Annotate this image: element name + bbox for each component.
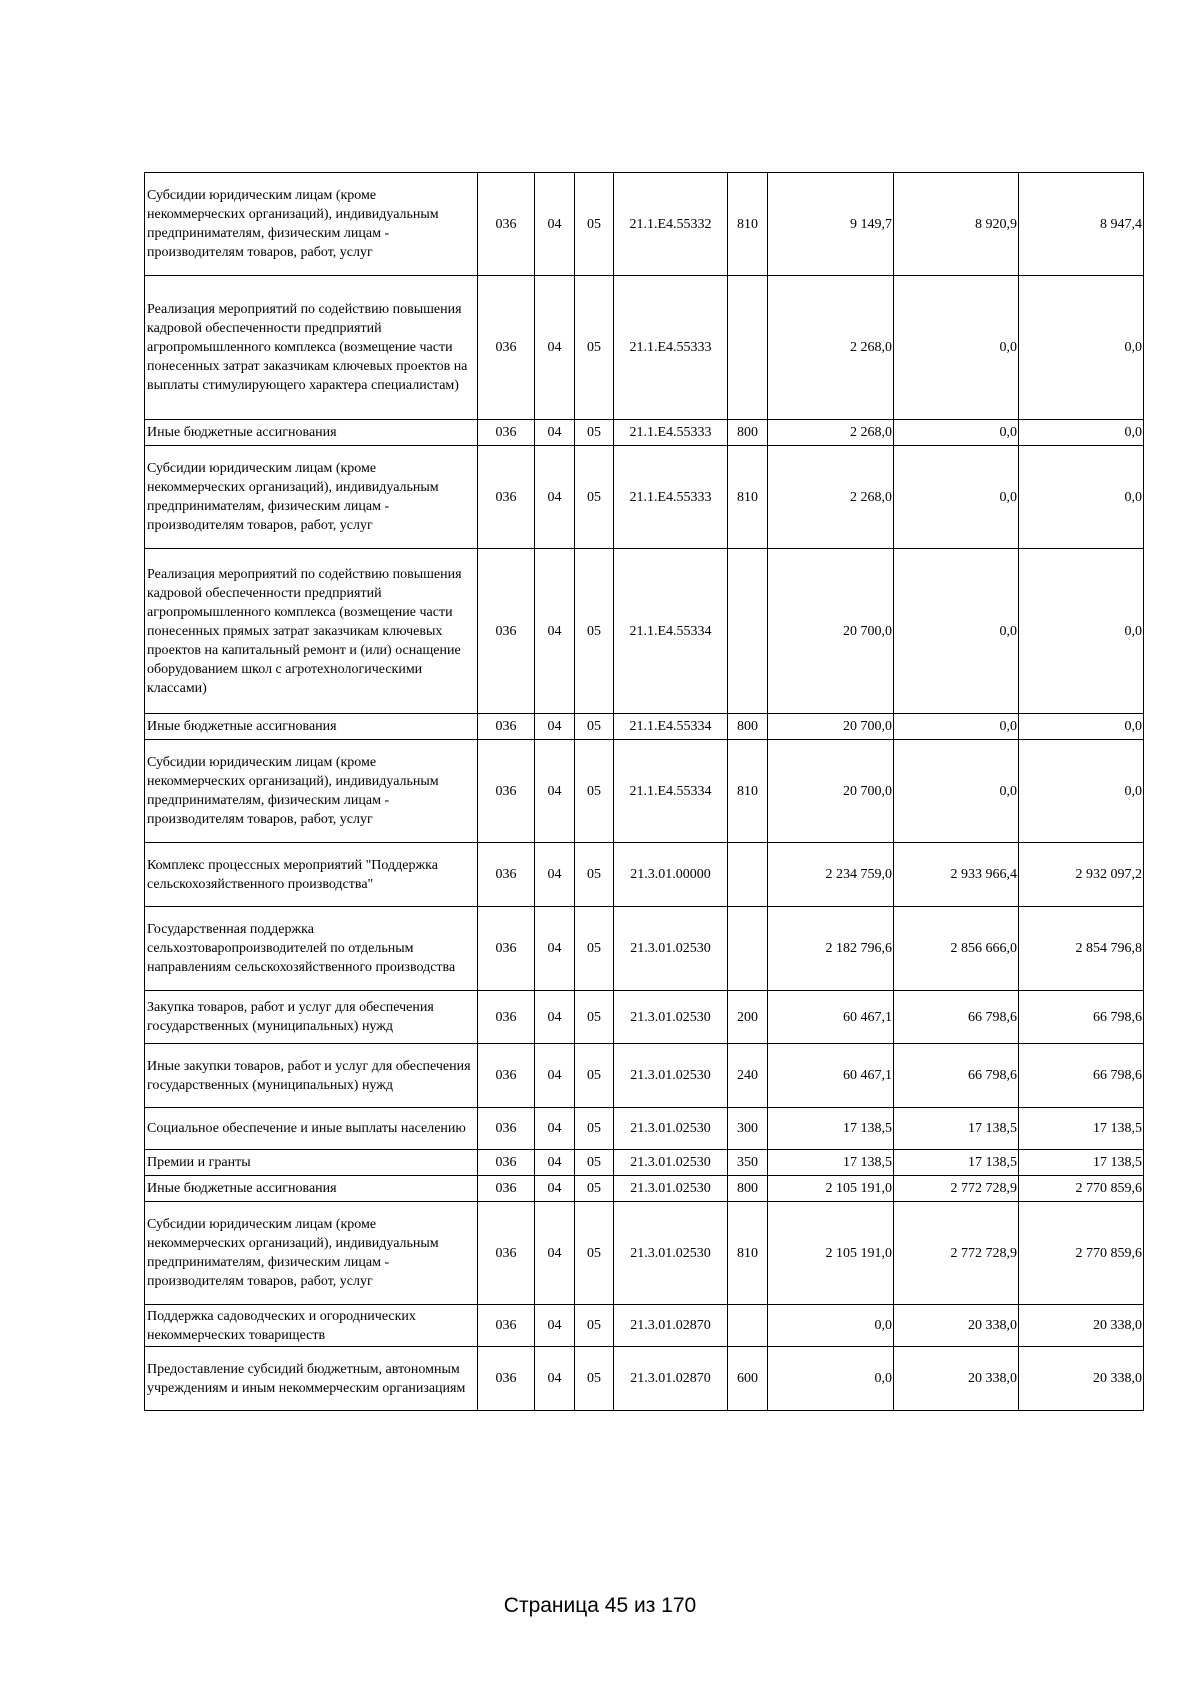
cell-amount-year2: 0,0 <box>894 420 1019 446</box>
cell-subsection: 05 <box>575 1202 614 1305</box>
cell-amount-year2: 2 933 966,4 <box>894 843 1019 907</box>
cell-amount-year1: 9 149,7 <box>768 173 894 276</box>
cell-subsection: 05 <box>575 1347 614 1411</box>
table-row <box>145 991 1144 1044</box>
cell-ministry-code: 036 <box>478 549 535 714</box>
table-row <box>145 1150 1144 1176</box>
cell-section: 04 <box>535 1347 575 1411</box>
cell-target-article: 21.3.01.00000 <box>614 843 728 907</box>
cell-subsection: 05 <box>575 1044 614 1108</box>
cell-subsection: 05 <box>575 276 614 420</box>
cell-subsection: 05 <box>575 549 614 714</box>
cell-amount-year3: 20 338,0 <box>1019 1305 1144 1347</box>
cell-name: Реализация мероприятий по содействию повышения кадровой обеспеченности предприятий агропромышленного комплекса (возмещение части понесенных затрат заказчикам ключевых проектов на выплаты стимулирующего характера специалистам) <box>145 276 478 420</box>
cell-name: Предоставление субсидий бюджетным, автономным учреждениям и иным некоммерческим организациям <box>145 1347 478 1411</box>
cell-section: 04 <box>535 446 575 549</box>
cell-subsection: 05 <box>575 1108 614 1150</box>
cell-amount-year1: 0,0 <box>768 1347 894 1411</box>
cell-amount-year2: 0,0 <box>894 549 1019 714</box>
cell-expense-type: 350 <box>728 1150 768 1176</box>
cell-name: Закупка товаров, работ и услуг для обеспечения государственных (муниципальных) нужд <box>145 991 478 1044</box>
cell-name: Социальное обеспечение и иные выплаты населению <box>145 1108 478 1150</box>
cell-subsection: 05 <box>575 420 614 446</box>
table-row <box>145 907 1144 991</box>
cell-section: 04 <box>535 1176 575 1202</box>
cell-expense-type: 800 <box>728 1176 768 1202</box>
cell-amount-year3: 0,0 <box>1019 549 1144 714</box>
table-row <box>145 740 1144 843</box>
cell-ministry-code: 036 <box>478 1305 535 1347</box>
cell-target-article: 21.1.E4.55333 <box>614 276 728 420</box>
cell-amount-year1: 17 138,5 <box>768 1150 894 1176</box>
cell-section: 04 <box>535 276 575 420</box>
cell-section: 04 <box>535 1044 575 1108</box>
cell-ministry-code: 036 <box>478 276 535 420</box>
table-body <box>145 173 1144 1411</box>
cell-ministry-code: 036 <box>478 173 535 276</box>
cell-section: 04 <box>535 1202 575 1305</box>
table-row <box>145 446 1144 549</box>
cell-target-article: 21.3.01.02530 <box>614 1176 728 1202</box>
cell-section: 04 <box>535 420 575 446</box>
cell-ministry-code: 036 <box>478 1044 535 1108</box>
cell-section: 04 <box>535 907 575 991</box>
cell-expense-type: 800 <box>728 714 768 740</box>
cell-amount-year1: 60 467,1 <box>768 1044 894 1108</box>
cell-amount-year1: 0,0 <box>768 1305 894 1347</box>
cell-section: 04 <box>535 173 575 276</box>
cell-amount-year1: 20 700,0 <box>768 549 894 714</box>
cell-amount-year3: 2 770 859,6 <box>1019 1176 1144 1202</box>
cell-expense-type: 810 <box>728 1202 768 1305</box>
table-row <box>145 276 1144 420</box>
table-row <box>145 1305 1144 1347</box>
cell-ministry-code: 036 <box>478 420 535 446</box>
cell-expense-type: 300 <box>728 1108 768 1150</box>
cell-section: 04 <box>535 1305 575 1347</box>
cell-name: Иные бюджетные ассигнования <box>145 1176 478 1202</box>
cell-target-article: 21.3.01.02530 <box>614 1044 728 1108</box>
cell-name: Реализация мероприятий по содействию повышения кадровой обеспеченности предприятий агропромышленного комплекса (возмещение части понесенных прямых затрат заказчикам ключевых проектов на капитальный ремонт и (или) оснащение оборудованием школ с агротехнологическими классами) <box>145 549 478 714</box>
cell-subsection: 05 <box>575 1150 614 1176</box>
cell-subsection: 05 <box>575 740 614 843</box>
cell-target-article: 21.1.E4.55334 <box>614 549 728 714</box>
cell-name: Иные бюджетные ассигнования <box>145 420 478 446</box>
cell-amount-year3: 2 854 796,8 <box>1019 907 1144 991</box>
cell-amount-year2: 2 856 666,0 <box>894 907 1019 991</box>
cell-subsection: 05 <box>575 1176 614 1202</box>
cell-amount-year3: 66 798,6 <box>1019 1044 1144 1108</box>
cell-amount-year1: 20 700,0 <box>768 714 894 740</box>
cell-amount-year2: 17 138,5 <box>894 1108 1019 1150</box>
cell-expense-type <box>728 549 768 714</box>
cell-amount-year2: 0,0 <box>894 446 1019 549</box>
cell-ministry-code: 036 <box>478 1202 535 1305</box>
cell-expense-type <box>728 907 768 991</box>
cell-amount-year1: 2 268,0 <box>768 446 894 549</box>
cell-amount-year1: 2 182 796,6 <box>768 907 894 991</box>
cell-amount-year1: 2 268,0 <box>768 276 894 420</box>
cell-ministry-code: 036 <box>478 446 535 549</box>
cell-subsection: 05 <box>575 714 614 740</box>
cell-ministry-code: 036 <box>478 1108 535 1150</box>
cell-target-article: 21.1.E4.55334 <box>614 740 728 843</box>
cell-amount-year3: 0,0 <box>1019 276 1144 420</box>
cell-target-article: 21.3.01.02530 <box>614 1202 728 1305</box>
cell-amount-year2: 0,0 <box>894 740 1019 843</box>
cell-target-article: 21.1.E4.55332 <box>614 173 728 276</box>
cell-amount-year3: 0,0 <box>1019 420 1144 446</box>
cell-amount-year1: 2 268,0 <box>768 420 894 446</box>
cell-target-article: 21.3.01.02530 <box>614 991 728 1044</box>
table-row <box>145 420 1144 446</box>
cell-target-article: 21.3.01.02870 <box>614 1305 728 1347</box>
cell-target-article: 21.1.E4.55333 <box>614 420 728 446</box>
cell-name: Субсидии юридическим лицам (кроме некоммерческих организаций), индивидуальным предпринимателям, физическим лицам - производителям товаров, работ, услуг <box>145 740 478 843</box>
cell-target-article: 21.1.E4.55333 <box>614 446 728 549</box>
cell-target-article: 21.3.01.02870 <box>614 1347 728 1411</box>
cell-amount-year1: 20 700,0 <box>768 740 894 843</box>
cell-amount-year2: 66 798,6 <box>894 991 1019 1044</box>
table-row <box>145 1044 1144 1108</box>
cell-expense-type: 800 <box>728 420 768 446</box>
cell-amount-year3: 2 932 097,2 <box>1019 843 1144 907</box>
cell-amount-year3: 20 338,0 <box>1019 1347 1144 1411</box>
cell-expense-type: 240 <box>728 1044 768 1108</box>
cell-name: Поддержка садоводческих и огороднических некоммерческих товариществ <box>145 1305 478 1347</box>
cell-amount-year3: 2 770 859,6 <box>1019 1202 1144 1305</box>
cell-amount-year2: 20 338,0 <box>894 1347 1019 1411</box>
table-row <box>145 1108 1144 1150</box>
cell-ministry-code: 036 <box>478 1150 535 1176</box>
cell-subsection: 05 <box>575 843 614 907</box>
cell-name: Иные закупки товаров, работ и услуг для обеспечения государственных (муниципальных) нужд <box>145 1044 478 1108</box>
cell-subsection: 05 <box>575 1305 614 1347</box>
cell-ministry-code: 036 <box>478 843 535 907</box>
table-row <box>145 1202 1144 1305</box>
cell-section: 04 <box>535 740 575 843</box>
cell-expense-type <box>728 843 768 907</box>
cell-expense-type: 810 <box>728 173 768 276</box>
cell-amount-year1: 17 138,5 <box>768 1108 894 1150</box>
cell-section: 04 <box>535 549 575 714</box>
cell-amount-year2: 66 798,6 <box>894 1044 1019 1108</box>
cell-amount-year1: 2 105 191,0 <box>768 1202 894 1305</box>
cell-name: Субсидии юридическим лицам (кроме некоммерческих организаций), индивидуальным предпринимателям, физическим лицам - производителям товаров, работ, услуг <box>145 1202 478 1305</box>
cell-name: Иные бюджетные ассигнования <box>145 714 478 740</box>
cell-target-article: 21.3.01.02530 <box>614 1108 728 1150</box>
cell-target-article: 21.3.01.02530 <box>614 907 728 991</box>
page-number: Страница 45 из 170 <box>503 1594 697 1617</box>
cell-target-article: 21.3.01.02530 <box>614 1150 728 1176</box>
cell-subsection: 05 <box>575 991 614 1044</box>
cell-expense-type: 810 <box>728 446 768 549</box>
cell-amount-year3: 8 947,4 <box>1019 173 1144 276</box>
cell-amount-year3: 0,0 <box>1019 714 1144 740</box>
cell-ministry-code: 036 <box>478 991 535 1044</box>
cell-amount-year2: 8 920,9 <box>894 173 1019 276</box>
cell-name: Субсидии юридическим лицам (кроме некоммерческих организаций), индивидуальным предпринимателям, физическим лицам - производителям товаров, работ, услуг <box>145 446 478 549</box>
cell-section: 04 <box>535 991 575 1044</box>
cell-section: 04 <box>535 714 575 740</box>
cell-expense-type: 200 <box>728 991 768 1044</box>
cell-ministry-code: 036 <box>478 740 535 843</box>
cell-ministry-code: 036 <box>478 1176 535 1202</box>
cell-amount-year2: 2 772 728,9 <box>894 1176 1019 1202</box>
cell-section: 04 <box>535 843 575 907</box>
cell-amount-year2: 2 772 728,9 <box>894 1202 1019 1305</box>
budget-table <box>144 172 1144 1411</box>
cell-expense-type <box>728 276 768 420</box>
cell-amount-year3: 0,0 <box>1019 740 1144 843</box>
table-row <box>145 1347 1144 1411</box>
cell-subsection: 05 <box>575 173 614 276</box>
cell-ministry-code: 036 <box>478 1347 535 1411</box>
cell-name: Премии и гранты <box>145 1150 478 1176</box>
table-row <box>145 549 1144 714</box>
cell-amount-year2: 20 338,0 <box>894 1305 1019 1347</box>
cell-ministry-code: 036 <box>478 907 535 991</box>
cell-ministry-code: 036 <box>478 714 535 740</box>
cell-amount-year1: 2 234 759,0 <box>768 843 894 907</box>
table-row <box>145 173 1144 276</box>
cell-target-article: 21.1.E4.55334 <box>614 714 728 740</box>
cell-name: Комплекс процессных мероприятий "Поддержка сельскохозяйственного производства" <box>145 843 478 907</box>
cell-section: 04 <box>535 1150 575 1176</box>
cell-expense-type: 600 <box>728 1347 768 1411</box>
cell-amount-year1: 60 467,1 <box>768 991 894 1044</box>
cell-amount-year1: 2 105 191,0 <box>768 1176 894 1202</box>
cell-amount-year3: 17 138,5 <box>1019 1150 1144 1176</box>
cell-subsection: 05 <box>575 446 614 549</box>
cell-amount-year2: 17 138,5 <box>894 1150 1019 1176</box>
cell-expense-type: 810 <box>728 740 768 843</box>
cell-name: Государственная поддержка сельхозтоваропроизводителей по отдельным направлениям сельскохозяйственного производства <box>145 907 478 991</box>
cell-expense-type <box>728 1305 768 1347</box>
cell-amount-year2: 0,0 <box>894 276 1019 420</box>
table-row <box>145 1176 1144 1202</box>
cell-amount-year3: 66 798,6 <box>1019 991 1144 1044</box>
cell-subsection: 05 <box>575 907 614 991</box>
table-row <box>145 843 1144 907</box>
table-row <box>145 714 1144 740</box>
cell-amount-year3: 0,0 <box>1019 446 1144 549</box>
cell-amount-year2: 0,0 <box>894 714 1019 740</box>
cell-section: 04 <box>535 1108 575 1150</box>
cell-amount-year3: 17 138,5 <box>1019 1108 1144 1150</box>
cell-name: Субсидии юридическим лицам (кроме некоммерческих организаций), индивидуальным предпринимателям, физическим лицам - производителям товаров, работ, услуг <box>145 173 478 276</box>
